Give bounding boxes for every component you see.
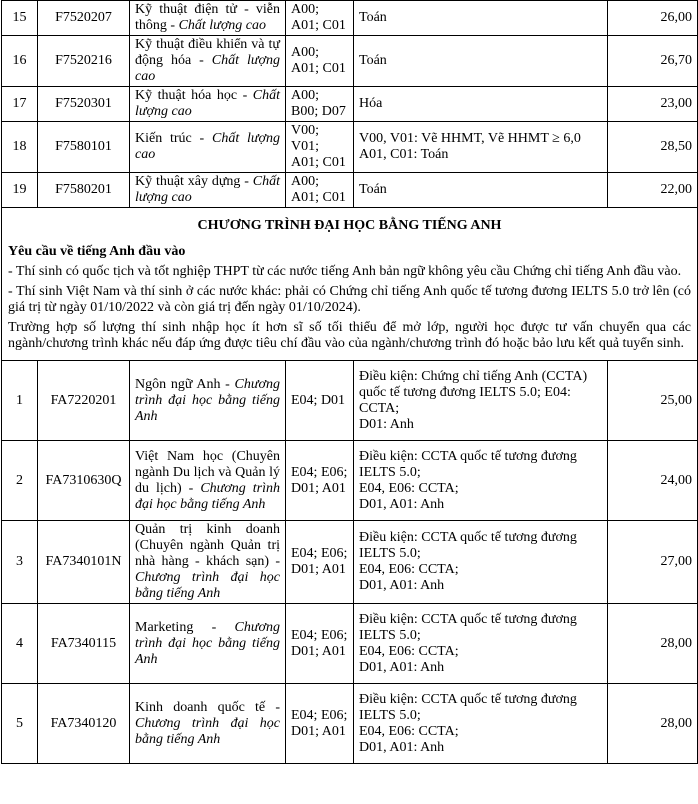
row-number: 2 (2, 441, 38, 521)
table-row (2, 441, 698, 521)
high-quality-rows (2, 1, 698, 208)
program-name: Quản trị kinh doanh (Chuyên ngành Quản trị nhà hàng - khách sạn) - (135, 522, 280, 569)
section-title: CHƯƠNG TRÌNH ĐẠI HỌC BẰNG TIẾNG ANH (197, 218, 502, 233)
program-type: Chất lượng cao (178, 18, 267, 33)
program-name: Kỹ thuật xây dựng - (135, 174, 253, 189)
condition-line: D01, A01: Anh (359, 496, 445, 512)
table-row (2, 521, 698, 604)
program-code: F7520216 (38, 36, 130, 87)
subject-combos: E04; D01 (286, 361, 354, 441)
program-name-cell (130, 122, 286, 173)
cutoff-score: 28,00 (608, 604, 698, 684)
english-program-section (2, 208, 698, 361)
program-code: F7580201 (38, 173, 130, 208)
condition-line: Điều kiện: CCTA quốc tế tương đương IELTS 5.0; (359, 448, 577, 480)
program-name-cell (130, 684, 286, 764)
table-row (2, 361, 698, 441)
admission-condition (354, 684, 608, 764)
program-name: Việt Nam học (Chuyên ngành Du lịch và Quản lý du lịch) - (135, 448, 280, 496)
program-code: FA7340115 (38, 604, 130, 684)
program-code: FA7310630Q (38, 441, 130, 521)
row-number: 5 (2, 684, 38, 764)
main-subject: Toán (354, 1, 608, 36)
admission-condition (354, 604, 608, 684)
program-name-cell (130, 87, 286, 122)
row-number: 3 (2, 521, 38, 604)
program-type: Chương trình đại học bằng tiếng Anh (135, 480, 280, 512)
program-name: Marketing - (135, 619, 235, 635)
subject-combos: A00; A01; C01 (286, 36, 354, 87)
condition-line: E04, E06: CCTA; (359, 723, 459, 739)
condition-line: D01, A01: Anh (359, 659, 445, 675)
table-row (2, 604, 698, 684)
program-name: Ngôn ngữ Anh - (135, 376, 235, 392)
table-row (2, 1, 698, 36)
program-code: F7580101 (38, 122, 130, 173)
table-row (2, 122, 698, 173)
program-type: Chương trình đại học bằng tiếng Anh (135, 715, 280, 747)
main-subject: V00, V01: Vẽ HHMT, Vẽ HHMT ≥ 6,0 A01, C01: Toán (354, 122, 608, 173)
program-code: FA7340101N (38, 521, 130, 604)
program-type: Chương trình đại học bằng tiếng Anh (135, 376, 280, 424)
subject-combos: E04; E06; D01; A01 (286, 684, 354, 764)
cutoff-score: 24,00 (608, 441, 698, 521)
program-type: Chất lượng cao (135, 174, 280, 205)
program-code: F7520207 (38, 1, 130, 36)
program-type: Chất lượng cao (135, 53, 280, 84)
condition-line: D01: Anh (359, 416, 414, 432)
row-number: 15 (2, 1, 38, 36)
subject-combos: A00; B00; D07 (286, 87, 354, 122)
program-name: Kinh doanh quốc tế - (135, 699, 280, 715)
admission-condition (354, 361, 608, 441)
cutoff-score: 26,70 (608, 36, 698, 87)
table-row (2, 87, 698, 122)
row-number: 4 (2, 604, 38, 684)
admission-scores-table (1, 0, 698, 764)
program-code: FA7220201 (38, 361, 130, 441)
row-number: 19 (2, 173, 38, 208)
program-name-cell (130, 36, 286, 87)
row-number: 17 (2, 87, 38, 122)
row-number: 1 (2, 361, 38, 441)
program-type: Chất lượng cao (135, 88, 280, 119)
row-number: 16 (2, 36, 38, 87)
admission-condition (354, 441, 608, 521)
condition-line: Điều kiện: CCTA quốc tế tương đương IELTS 5.0; (359, 530, 577, 561)
subject-combos: E04; E06; D01; A01 (286, 521, 354, 604)
program-name-cell (130, 173, 286, 208)
subject-combos: V00; V01; A01; C01 (286, 122, 354, 173)
cutoff-score: 26,00 (608, 1, 698, 36)
condition-line: E04, E06: CCTA; (359, 562, 459, 577)
condition-line: Điều kiện: CCTA quốc tế tương đương IELTS 5.0; (359, 691, 577, 723)
cutoff-score: 23,00 (608, 87, 698, 122)
cutoff-score: 25,00 (608, 361, 698, 441)
subject-combos: A00; A01; C01 (286, 173, 354, 208)
program-type: Chương trình đại học bằng tiếng Anh (135, 619, 280, 667)
requirement-paragraph-2: - Thí sinh Việt Nam và thí sinh ở các nước khác: phải có Chứng chỉ tiếng Anh quốc tế tương đương IELTS 5.0 trở lên (có giá trị từ ngày 01/10/2022 và còn giá trị đến ngày 01/10/2024). (8, 284, 691, 315)
english-program-rows (2, 361, 698, 764)
condition-line: E04, E06: CCTA; (359, 480, 459, 496)
admission-condition (354, 521, 608, 604)
program-name-cell (130, 521, 286, 604)
program-name-cell (130, 1, 286, 36)
program-name: Kỹ thuật điều khiển và tự động hóa - (135, 37, 280, 68)
program-name: Kỹ thuật hóa học - (135, 88, 253, 103)
program-name: Kỹ thuật điện tử - viễn thông - (135, 2, 280, 33)
condition-line: Điều kiện: CCTA quốc tế tương đương IELTS 5.0; (359, 611, 577, 643)
subject-combos: E04; E06; D01; A01 (286, 441, 354, 521)
program-name-cell (130, 604, 286, 684)
program-name-cell (130, 441, 286, 521)
cutoff-score: 22,00 (608, 173, 698, 208)
cutoff-score: 27,00 (608, 521, 698, 604)
program-type: Chất lượng cao (135, 131, 280, 162)
main-subject: Toán (354, 36, 608, 87)
condition-line: D01, A01: Anh (359, 578, 445, 593)
table-row (2, 36, 698, 87)
condition-line: D01, A01: Anh (359, 739, 445, 755)
program-name: Kiến trúc - (135, 131, 212, 146)
subject-combos: A00; A01; C01 (286, 1, 354, 36)
main-subject: Toán (354, 173, 608, 208)
requirement-paragraph-1: - Thí sinh có quốc tịch và tốt nghiệp THPT từ các nước tiếng Anh bản ngữ không yêu cầu Chứng chỉ tiếng Anh đầu vào. (8, 264, 682, 279)
table-row (2, 684, 698, 764)
condition-line: E04, E06: CCTA; (359, 643, 459, 659)
cutoff-score: 28,00 (608, 684, 698, 764)
program-type: Chương trình đại học bằng tiếng Anh (135, 570, 280, 601)
program-code: F7520301 (38, 87, 130, 122)
condition-line: Điều kiện: Chứng chỉ tiếng Anh (CCTA) quốc tế tương đương IELTS 5.0; E04: CCTA; (359, 368, 588, 416)
row-number: 18 (2, 122, 38, 173)
program-name-cell (130, 361, 286, 441)
table-row (2, 173, 698, 208)
section-heading: Yêu cầu về tiếng Anh đầu vào (8, 244, 186, 259)
requirement-paragraph-3: Trường hợp số lượng thí sinh nhập học ít hơn sĩ số tối thiểu để mở lớp, người học được tư vấn chuyển qua các ngành/chương trình khác nếu đáp ứng được tiêu chí đầu vào của ngành/chương trình đó hoặc bảo lưu kết quả tuyển sinh. (8, 320, 691, 351)
cutoff-score: 28,50 (608, 122, 698, 173)
program-code: FA7340120 (38, 684, 130, 764)
section-row (2, 208, 698, 361)
subject-combos: E04; E06; D01; A01 (286, 604, 354, 684)
main-subject: Hóa (354, 87, 608, 122)
